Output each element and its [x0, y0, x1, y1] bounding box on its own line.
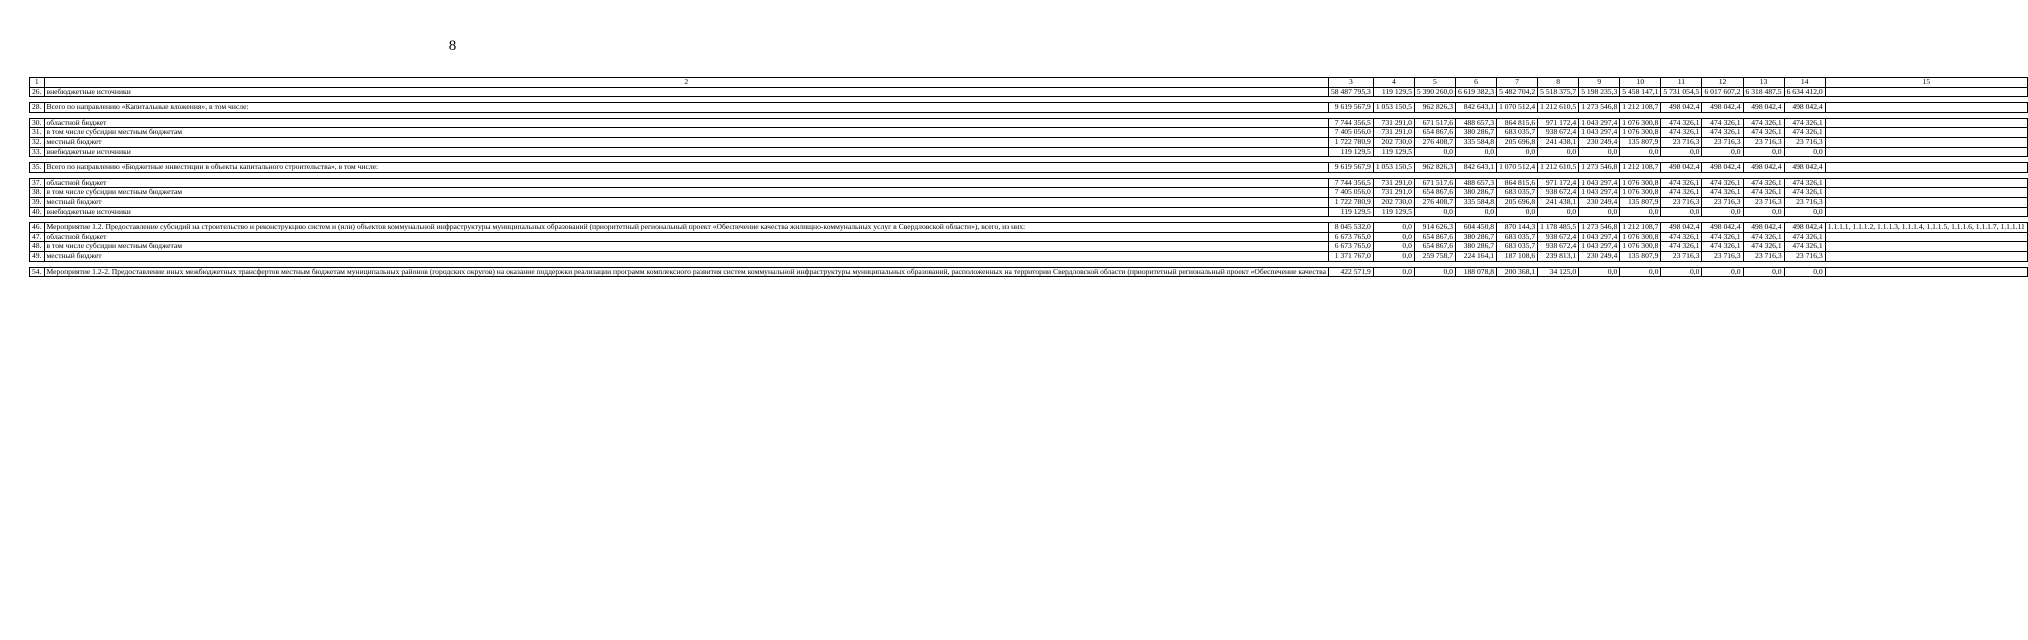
value-cell: 0,0	[1455, 147, 1496, 157]
value-cell: 474 326,1	[1661, 128, 1702, 138]
value-cell: 498 042,4	[1661, 103, 1702, 113]
target-indicators: 1.1.1.1, 1.1.1.2, 1.1.1.3, 1.1.1.4, 1.1.1.5, 1.1.1.6, 1.1.1.7, 1.1.1.11	[1825, 223, 2027, 233]
value-cell: 119 129,5	[1373, 147, 1414, 157]
value-cell: 6 673 765,0	[1328, 232, 1373, 242]
value-cell: 1 212 610,5	[1538, 163, 1579, 173]
column-number: 5	[1414, 78, 1455, 88]
target-indicators	[1825, 207, 2027, 217]
value-cell: 1 043 297,4	[1579, 232, 1620, 242]
value-cell: 683 035,7	[1497, 232, 1538, 242]
value-cell: 962 826,3	[1414, 163, 1455, 173]
target-indicators	[1825, 118, 2027, 128]
value-cell: 654 867,6	[1414, 128, 1455, 138]
value-cell: 5 390 260,0	[1414, 87, 1455, 97]
row-name: Всего по направлению «Бюджетные инвестиции в объекты капитального строительства», в том числе:	[44, 163, 1328, 173]
value-cell: 0,0	[1620, 207, 1661, 217]
value-cell: 7 744 356,5	[1328, 178, 1373, 188]
value-cell: 135 807,9	[1620, 137, 1661, 147]
value-cell: 474 326,1	[1702, 178, 1743, 188]
value-cell: 0,0	[1538, 207, 1579, 217]
value-cell: 241 438,1	[1538, 197, 1579, 207]
value-cell: 1 273 546,8	[1579, 223, 1620, 233]
row-number: 28.	[30, 103, 45, 113]
value-cell: 971 172,4	[1538, 178, 1579, 188]
value-cell: 1 076 300,8	[1620, 178, 1661, 188]
column-number: 6	[1455, 78, 1496, 88]
value-cell: 870 144,3	[1497, 223, 1538, 233]
table-row	[30, 207, 2028, 217]
row-name: областной бюджет	[44, 118, 1328, 128]
value-cell: 498 042,4	[1784, 103, 1825, 113]
row-name: Мероприятие 1.2. Предоставление субсидий на строительство и реконструкцию систем и (или) объектов коммунальной инфраструктуры муниципальных образований (приоритетный региональный проект «Обеспечение качества жилищно-коммунальных услуг в Свердловской области»), всего, из них:	[44, 223, 1328, 233]
value-cell: 8 045 532,0	[1328, 223, 1373, 233]
value-cell: 474 326,1	[1661, 118, 1702, 128]
value-cell: 23 716,3	[1784, 137, 1825, 147]
value-cell: 0,0	[1373, 267, 1414, 277]
value-cell: 474 326,1	[1743, 128, 1784, 138]
value-cell: 0,0	[1373, 223, 1414, 233]
value-cell: 683 035,7	[1497, 188, 1538, 198]
row-name: внебюджетные источники	[44, 147, 1328, 157]
value-cell: 9 619 567,9	[1328, 103, 1373, 113]
value-cell: 135 807,9	[1620, 197, 1661, 207]
column-number: 10	[1620, 78, 1661, 88]
value-cell: 119 129,5	[1328, 147, 1373, 157]
value-cell: 205 696,8	[1497, 137, 1538, 147]
value-cell: 23 716,3	[1661, 251, 1702, 261]
value-cell: 205 696,8	[1497, 197, 1538, 207]
value-cell: 474 326,1	[1702, 118, 1743, 128]
value-cell: 0,0	[1579, 267, 1620, 277]
value-cell: 1 722 780,9	[1328, 137, 1373, 147]
value-cell: 0,0	[1743, 267, 1784, 277]
value-cell: 135 807,9	[1620, 251, 1661, 261]
budget-table	[29, 77, 2028, 277]
value-cell: 0,0	[1661, 267, 1702, 277]
row-number: 40.	[30, 207, 45, 217]
row-number: 33.	[30, 147, 45, 157]
row-number: 26.	[30, 87, 45, 97]
value-cell: 5 731 054,5	[1661, 87, 1702, 97]
column-number: 9	[1579, 78, 1620, 88]
value-cell: 6 634 412,0	[1784, 87, 1825, 97]
target-indicators	[1825, 147, 2027, 157]
column-number: 2	[44, 78, 1328, 88]
row-name: в том числе субсидии местным бюджетам	[44, 242, 1328, 252]
value-cell: 0,0	[1579, 207, 1620, 217]
value-cell: 0,0	[1620, 147, 1661, 157]
value-cell: 1 212 610,5	[1538, 103, 1579, 113]
value-cell: 0,0	[1784, 207, 1825, 217]
value-cell: 119 129,5	[1373, 207, 1414, 217]
value-cell: 474 326,1	[1743, 188, 1784, 198]
value-cell: 9 619 567,9	[1328, 163, 1373, 173]
value-cell: 7 405 056,0	[1328, 188, 1373, 198]
value-cell: 23 716,3	[1784, 197, 1825, 207]
value-cell: 23 716,3	[1743, 251, 1784, 261]
value-cell: 202 730,0	[1373, 197, 1414, 207]
row-number: 31.	[30, 128, 45, 138]
value-cell: 474 326,1	[1784, 242, 1825, 252]
value-cell: 6 619 382,3	[1455, 87, 1496, 97]
value-cell: 498 042,4	[1661, 163, 1702, 173]
value-cell: 6 017 607,2	[1702, 87, 1743, 97]
value-cell: 1 053 150,5	[1373, 103, 1414, 113]
value-cell: 474 326,1	[1743, 118, 1784, 128]
value-cell: 654 867,6	[1414, 242, 1455, 252]
value-cell: 498 042,4	[1743, 103, 1784, 113]
value-cell: 23 716,3	[1702, 137, 1743, 147]
value-cell: 1 070 512,4	[1497, 103, 1538, 113]
value-cell: 498 042,4	[1661, 223, 1702, 233]
value-cell: 474 326,1	[1661, 232, 1702, 242]
row-name: местный бюджет	[44, 251, 1328, 261]
value-cell: 0,0	[1702, 267, 1743, 277]
value-cell: 474 326,1	[1784, 118, 1825, 128]
value-cell: 0,0	[1743, 207, 1784, 217]
value-cell: 498 042,4	[1702, 103, 1743, 113]
value-cell: 0,0	[1579, 147, 1620, 157]
column-number: 11	[1661, 78, 1702, 88]
row-name: областной бюджет	[44, 178, 1328, 188]
value-cell: 864 815,6	[1497, 178, 1538, 188]
value-cell: 230 249,4	[1579, 197, 1620, 207]
value-cell: 731 291,0	[1373, 118, 1414, 128]
value-cell: 731 291,0	[1373, 188, 1414, 198]
table-row	[30, 87, 2028, 97]
row-name: внебюджетные источники	[44, 87, 1328, 97]
row-name: Всего по направлению «Капитальные вложения», в том числе:	[44, 103, 1328, 113]
value-cell: 187 108,6	[1497, 251, 1538, 261]
value-cell: 34 125,0	[1538, 267, 1579, 277]
column-number: 1	[30, 78, 45, 88]
value-cell: 474 326,1	[1661, 178, 1702, 188]
value-cell: 119 129,5	[1328, 207, 1373, 217]
value-cell: 498 042,4	[1743, 223, 1784, 233]
row-name: областной бюджет	[44, 232, 1328, 242]
value-cell: 1 722 780,9	[1328, 197, 1373, 207]
value-cell: 0,0	[1414, 207, 1455, 217]
value-cell: 23 716,3	[1702, 197, 1743, 207]
value-cell: 842 643,1	[1455, 103, 1496, 113]
row-number: 39.	[30, 197, 45, 207]
value-cell: 23 716,3	[1743, 137, 1784, 147]
value-cell: 474 326,1	[1784, 188, 1825, 198]
page-number: 8	[448, 38, 457, 54]
target-indicators	[1825, 251, 2027, 261]
value-cell: 1 178 485,5	[1538, 223, 1579, 233]
table-row	[30, 137, 2028, 147]
column-number: 12	[1702, 78, 1743, 88]
table-row	[30, 267, 2028, 277]
value-cell: 380 286,7	[1455, 232, 1496, 242]
value-cell: 0,0	[1702, 207, 1743, 217]
value-cell: 230 249,4	[1579, 137, 1620, 147]
value-cell: 0,0	[1373, 242, 1414, 252]
table-row	[30, 147, 2028, 157]
value-cell: 683 035,7	[1497, 128, 1538, 138]
table-row	[30, 242, 2028, 252]
value-cell: 335 584,8	[1455, 137, 1496, 147]
value-cell: 731 291,0	[1373, 128, 1414, 138]
value-cell: 498 042,4	[1702, 223, 1743, 233]
row-name: Мероприятие 1.2-2. Предоставление иных межбюджетных трансфертов местным бюджетам муниципальных районов (городских округов) на оказание поддержки реализации программ комплексного развития систем коммунальной инфраструктуры муниципальных образований, расположенных на территории Свердловской области (приоритетный региональный проект «Обеспечение качества	[44, 267, 1328, 277]
value-cell: 1 076 300,8	[1620, 118, 1661, 128]
value-cell: 5 198 235,3	[1579, 87, 1620, 97]
value-cell: 1 273 546,8	[1579, 163, 1620, 173]
value-cell: 498 042,4	[1784, 223, 1825, 233]
value-cell: 488 657,3	[1455, 178, 1496, 188]
column-number: 3	[1328, 78, 1373, 88]
value-cell: 7 744 356,5	[1328, 118, 1373, 128]
value-cell: 0,0	[1784, 267, 1825, 277]
value-cell: 422 571,9	[1328, 267, 1373, 277]
row-number: 46.	[30, 223, 45, 233]
row-number: 48.	[30, 242, 45, 252]
value-cell: 1 076 300,8	[1620, 242, 1661, 252]
value-cell: 0,0	[1661, 207, 1702, 217]
column-number: 7	[1497, 78, 1538, 88]
column-number-row	[30, 78, 2028, 88]
value-cell: 0,0	[1414, 147, 1455, 157]
value-cell: 0,0	[1702, 147, 1743, 157]
value-cell: 474 326,1	[1702, 232, 1743, 242]
table-body	[30, 78, 2028, 277]
value-cell: 0,0	[1455, 207, 1496, 217]
value-cell: 498 042,4	[1784, 163, 1825, 173]
value-cell: 58 487 795,3	[1328, 87, 1373, 97]
target-indicators	[1825, 137, 2027, 147]
value-cell: 380 286,7	[1455, 242, 1496, 252]
value-cell: 202 730,0	[1373, 137, 1414, 147]
target-indicators	[1825, 232, 2027, 242]
row-name: в том числе субсидии местным бюджетам	[44, 188, 1328, 198]
value-cell: 276 408,7	[1414, 137, 1455, 147]
value-cell: 1 212 108,7	[1620, 163, 1661, 173]
value-cell: 23 716,3	[1743, 197, 1784, 207]
value-cell: 0,0	[1784, 147, 1825, 157]
value-cell: 1 043 297,4	[1579, 128, 1620, 138]
row-name: местный бюджет	[44, 137, 1328, 147]
value-cell: 604 450,8	[1455, 223, 1496, 233]
value-cell: 1 212 108,7	[1620, 223, 1661, 233]
value-cell: 1 273 546,8	[1579, 103, 1620, 113]
value-cell: 731 291,0	[1373, 178, 1414, 188]
value-cell: 971 172,4	[1538, 118, 1579, 128]
value-cell: 0,0	[1538, 147, 1579, 157]
value-cell: 1 043 297,4	[1579, 118, 1620, 128]
value-cell: 914 626,3	[1414, 223, 1455, 233]
row-name: в том числе субсидии местным бюджетам	[44, 128, 1328, 138]
value-cell: 474 326,1	[1702, 128, 1743, 138]
value-cell: 671 517,6	[1414, 118, 1455, 128]
value-cell: 119 129,5	[1373, 87, 1414, 97]
value-cell: 5 518 375,7	[1538, 87, 1579, 97]
value-cell: 474 326,1	[1784, 232, 1825, 242]
value-cell: 498 042,4	[1702, 163, 1743, 173]
row-number: 35.	[30, 163, 45, 173]
value-cell: 1 076 300,8	[1620, 128, 1661, 138]
value-cell: 0,0	[1497, 207, 1538, 217]
value-cell: 335 584,8	[1455, 197, 1496, 207]
value-cell: 7 405 056,0	[1328, 128, 1373, 138]
value-cell: 23 716,3	[1702, 251, 1743, 261]
value-cell: 200 368,1	[1497, 267, 1538, 277]
value-cell: 259 758,7	[1414, 251, 1455, 261]
value-cell: 1 070 512,4	[1497, 163, 1538, 173]
target-indicators	[1825, 163, 2027, 173]
value-cell: 938 672,4	[1538, 128, 1579, 138]
value-cell: 0,0	[1743, 147, 1784, 157]
value-cell: 230 249,4	[1579, 251, 1620, 261]
target-indicators	[1825, 188, 2027, 198]
value-cell: 654 867,6	[1414, 188, 1455, 198]
value-cell: 842 643,1	[1455, 163, 1496, 173]
value-cell: 474 326,1	[1743, 232, 1784, 242]
row-name: местный бюджет	[44, 197, 1328, 207]
value-cell: 6 318 487,5	[1743, 87, 1784, 97]
value-cell: 23 716,3	[1661, 137, 1702, 147]
column-number: 15	[1825, 78, 2027, 88]
value-cell: 474 326,1	[1702, 242, 1743, 252]
value-cell: 1 212 108,7	[1620, 103, 1661, 113]
target-indicators	[1825, 197, 2027, 207]
table-row	[30, 163, 2028, 173]
value-cell: 474 326,1	[1743, 178, 1784, 188]
value-cell: 188 078,8	[1455, 267, 1496, 277]
row-number: 49.	[30, 251, 45, 261]
value-cell: 474 326,1	[1743, 242, 1784, 252]
value-cell: 0,0	[1373, 232, 1414, 242]
target-indicators	[1825, 267, 2027, 277]
target-indicators	[1825, 242, 2027, 252]
value-cell: 5 458 147,1	[1620, 87, 1661, 97]
row-number: 32.	[30, 137, 45, 147]
value-cell: 498 042,4	[1743, 163, 1784, 173]
value-cell: 962 826,3	[1414, 103, 1455, 113]
row-number: 30.	[30, 118, 45, 128]
table-row	[30, 103, 2028, 113]
value-cell: 474 326,1	[1661, 188, 1702, 198]
value-cell: 1 076 300,8	[1620, 188, 1661, 198]
value-cell: 1 371 767,0	[1328, 251, 1373, 261]
value-cell: 23 716,3	[1661, 197, 1702, 207]
value-cell: 380 286,7	[1455, 188, 1496, 198]
value-cell: 938 672,4	[1538, 232, 1579, 242]
value-cell: 380 286,7	[1455, 128, 1496, 138]
column-number: 14	[1784, 78, 1825, 88]
value-cell: 654 867,6	[1414, 232, 1455, 242]
value-cell: 1 043 297,4	[1579, 178, 1620, 188]
target-indicators	[1825, 103, 2027, 113]
value-cell: 474 326,1	[1784, 178, 1825, 188]
value-cell: 0,0	[1620, 267, 1661, 277]
value-cell: 938 672,4	[1538, 188, 1579, 198]
value-cell: 0,0	[1497, 147, 1538, 157]
row-number: 37.	[30, 178, 45, 188]
value-cell: 1 053 150,5	[1373, 163, 1414, 173]
value-cell: 474 326,1	[1784, 128, 1825, 138]
table-row	[30, 188, 2028, 198]
value-cell: 5 482 704,2	[1497, 87, 1538, 97]
value-cell: 23 716,3	[1784, 251, 1825, 261]
table-row	[30, 197, 2028, 207]
value-cell: 0,0	[1373, 251, 1414, 261]
target-indicators	[1825, 87, 2027, 97]
target-indicators	[1825, 178, 2027, 188]
row-name: внебюджетные источники	[44, 207, 1328, 217]
value-cell: 474 326,1	[1661, 242, 1702, 252]
row-number: 54.	[30, 267, 45, 277]
value-cell: 1 043 297,4	[1579, 242, 1620, 252]
table-row	[30, 223, 2028, 233]
value-cell: 671 517,6	[1414, 178, 1455, 188]
column-number: 8	[1538, 78, 1579, 88]
value-cell: 241 438,1	[1538, 137, 1579, 147]
row-number: 38.	[30, 188, 45, 198]
value-cell: 488 657,3	[1455, 118, 1496, 128]
value-cell: 683 035,7	[1497, 242, 1538, 252]
value-cell: 938 672,4	[1538, 242, 1579, 252]
value-cell: 224 164,1	[1455, 251, 1496, 261]
target-indicators	[1825, 128, 2027, 138]
value-cell: 474 326,1	[1702, 188, 1743, 198]
value-cell: 0,0	[1414, 267, 1455, 277]
value-cell: 6 673 765,0	[1328, 242, 1373, 252]
column-number: 4	[1373, 78, 1414, 88]
value-cell: 239 813,1	[1538, 251, 1579, 261]
value-cell: 1 043 297,4	[1579, 188, 1620, 198]
value-cell: 0,0	[1661, 147, 1702, 157]
row-number: 47.	[30, 232, 45, 242]
value-cell: 864 815,6	[1497, 118, 1538, 128]
column-number: 13	[1743, 78, 1784, 88]
table-row	[30, 251, 2028, 261]
value-cell: 276 408,7	[1414, 197, 1455, 207]
value-cell: 1 076 300,8	[1620, 232, 1661, 242]
